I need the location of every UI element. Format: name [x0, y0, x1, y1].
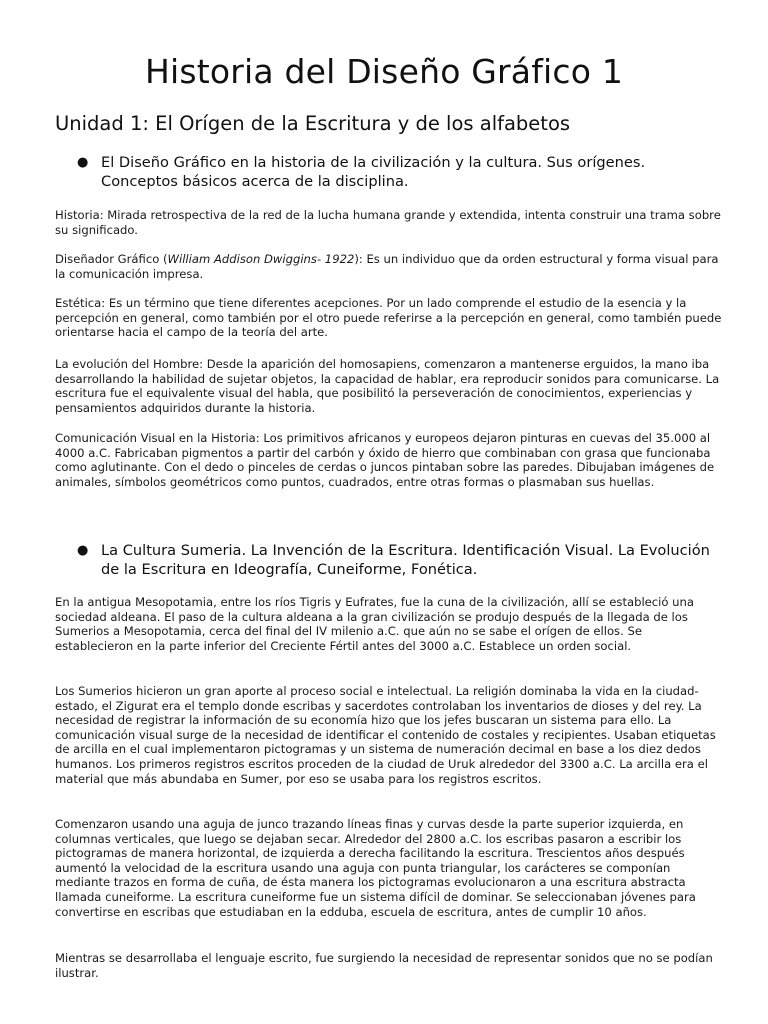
paragraph-evolucion: La evolución del Hombre: Desde la aparición del homosapiens, comenzaron a mantenerse erguidos, la mano iba desarrollando la habilidad de sujetar objetos, la capacidad de hablar, era reproducir sonidos para comunicarse. La escritura fue el equivalente visual del habla, que posibilitó la perseveración de conocimientos, experiencias y pensamientos adquiridos durante la historia.: [55, 357, 720, 415]
unit-heading: Unidad 1: El Orígen de la Escritura y de los alfabetos: [55, 112, 571, 135]
bullet-text: La Cultura Sumeria. La Invención de la Escritura. Identificación Visual. La Evolución de la Escritura en Ideografía, Cuneiforme, Fonética.: [101, 542, 710, 578]
bullet-text: El Diseño Gráfico en la historia de la civilización y la cultura. Sus orígenes. Conceptos básicos acerca de la disciplina.: [101, 154, 646, 190]
paragraph-sumerios: Los Sumerios hicieron un gran aporte al proceso social e intelectual. La religión dominaba la vida en la ciudad-estado, el Zigurat era el templo donde escribas y sacerdotes controlaban los inventarios de dioses y del rey. La necesidad de registrar la información de su economía hizo que los jefes buscaran un sistema para ello. La comunicación visual surge de la necesidad de identificar el contenido de costales y recipientes. Usaban etiquetas de arcilla en el cual implementaron pictogramas y un sistema de numeración decimal en base a los diez dedos humanos. Los primeros registros escritos proceden de la ciudad de Uruk alrededor del 3300 a.C. La arcilla era el material que más abundaba en Sumer, por eso se usaba para los registros escritos.: [55, 684, 716, 786]
paragraph-disenador: [55, 252, 723, 281]
paragraph-mesopotamia: En la antigua Mesopotamia, entre los ríos Tigris y Eufrates, fue la cuna de la civilización, allí se estableció una sociedad aldeana. El paso de la cultura aldeana a la gran civilización se produjo después de la llegada de los Sumerios a Mesopotamia, cerca del final del IV milenio a.C. que aún no se sabe el orígen de ellos. Se establecieron en la parte inferior del Creciente Fértil antes del 3000 a.C. Establece un orden social.: [55, 595, 694, 653]
bullet-icon: ●: [77, 155, 89, 170]
paragraph-aguja: Comenzaron usando una aguja de junco trazando líneas finas y curvas desde la parte superior izquierda, en columnas verticales, que luego se dejaban secar. Alrededor del 2800 a.C. los escribas pasaron a escribir los pictogramas de manera horizontal, de izquierda a derecha facilitando la escritura. Trescientos años después aumentó la velocidad de la escritura usando una aguja con punta triangular, los carácteres se componían mediante trazos en forma de cuña, de ésta manera los pictogramas evolucionaron a una escritura abstracta llamada cuneiforme. La escritura cuneiforme fue un sistema difícil de dominar. Se seleccionaban jóvenes para convertirse en escribas que estudiaban en la edduba, escuela de escritura, antes de cumplir 10 años.: [55, 817, 696, 919]
paragraph-mientras: Mientras se desarrollaba el lenguaje escrito, fue surgiendo la necesidad de representar sonidos que no se podían ilustrar.: [55, 951, 713, 980]
document-title: Historia del Diseño Gráfico 1: [144, 52, 624, 91]
bullet-icon: ●: [77, 543, 89, 558]
paragraph-disenador-citation: William Addison Dwiggins- 1922: [167, 252, 355, 266]
bullet-item-1: [77, 153, 717, 191]
bullet-item-2: [77, 541, 717, 579]
paragraph-estetica: Estética: Es un término que tiene diferentes acepciones. Por un lado comprende el estudio de la esencia y la percepción en general, como también por el otro puede referirse a la percepción en general, como también puede orientarse hacia el campo de la teoría del arte.: [55, 296, 722, 340]
paragraph-comunicacion: Comunicación Visual en la Historia: Los primitivos africanos y europeos dejaron pinturas en cuevas del 35.000 al 4000 a.C. Fabricaban pigmentos a partir del carbón y óxido de hierro que combinaban con grasa que funcionaba como aglutinante. Con el dedo o pinceles de cerdas o juncos pintaban sobre las paredes. Dibujaban imágenes de animales, símbolos geométricos como puntos, cuadrados, entre otras formas o plasmaban sus huellas.: [55, 431, 715, 489]
paragraph-disenador-before: Diseñador Gráfico (: [55, 252, 168, 266]
paragraph-historia: Historia: Mirada retrospectiva de la red de la lucha humana grande y extendida, intenta construir una trama sobre su significado.: [55, 208, 721, 237]
paragraph-disenador-after: ): Es un individuo que da orden estructural y forma visual para la comunicación impresa.: [55, 252, 719, 281]
